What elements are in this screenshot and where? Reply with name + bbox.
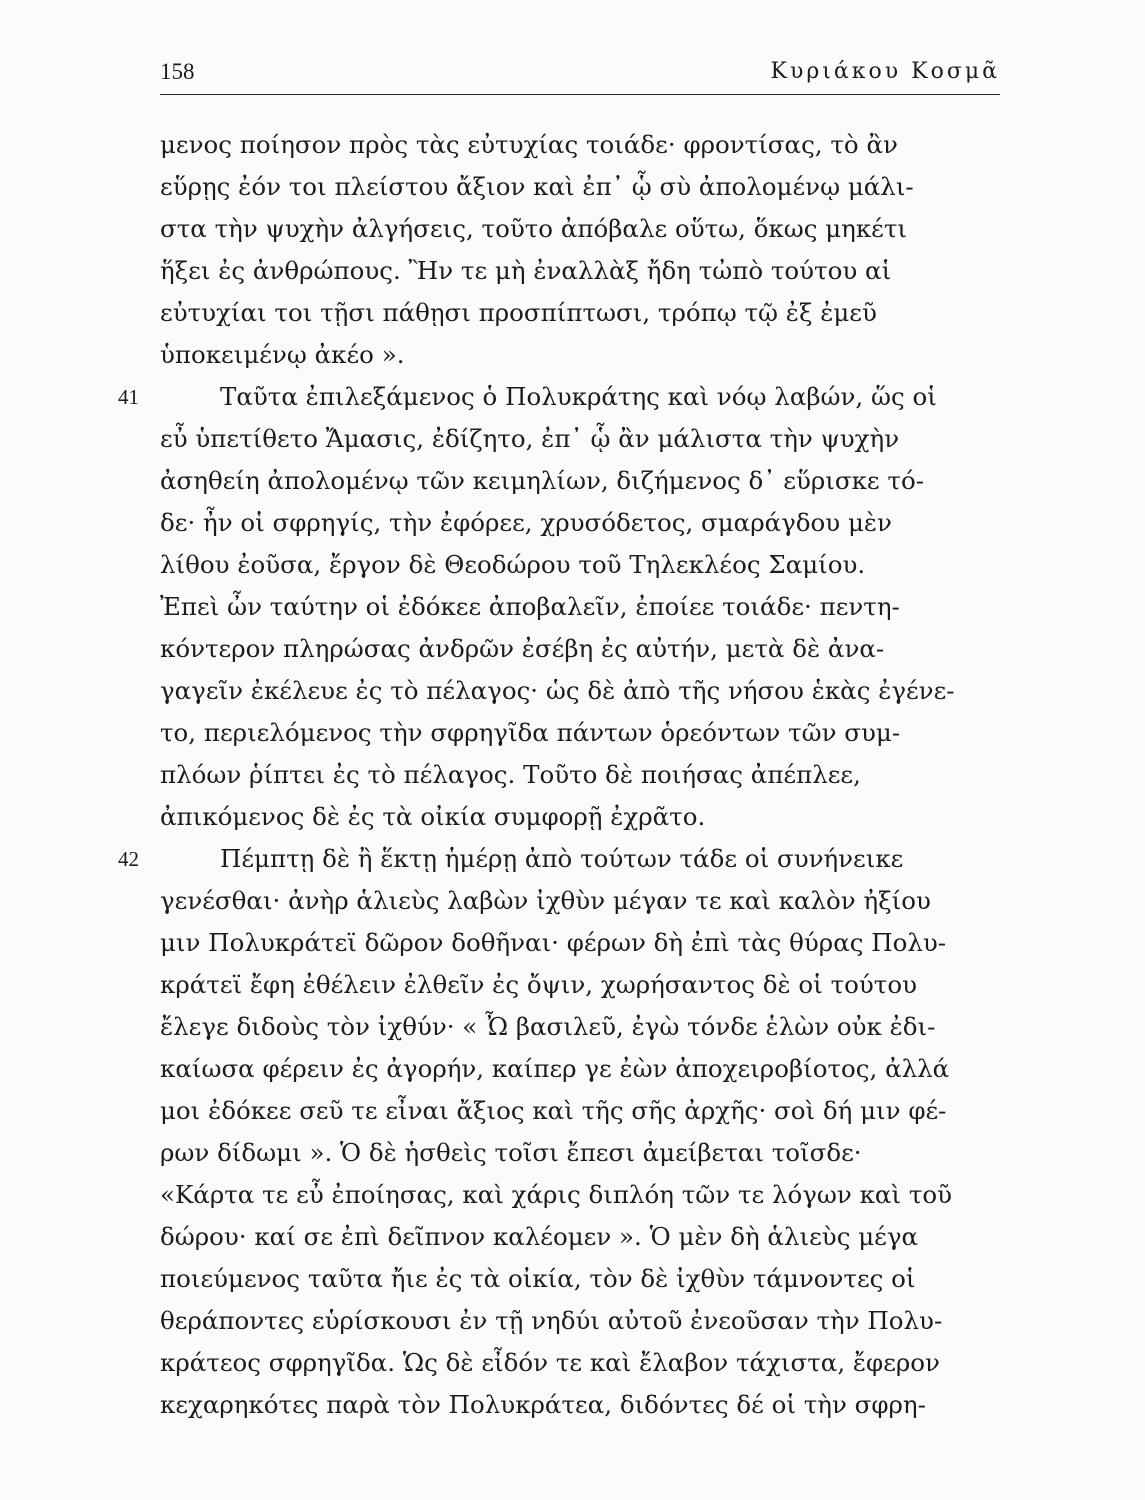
text-line: ἀσηθείη ἀπολομένῳ τῶν κειμηλίων, διζήμενος δ᾽ εὕρισκε τό- bbox=[160, 466, 924, 495]
text-line: Ἐπεὶ ὦν ταύτην οἱ ἐδόκεε ἀποβαλεῖν, ἐποίεε τοιάδε· πεντη- bbox=[160, 592, 900, 621]
text-line: ἥξει ἐς ἀνθρώπους. Ἢν τε μὴ ἐναλλὰξ ἤδη τὠπὸ τούτου αἱ bbox=[160, 256, 892, 285]
running-title: Κυριάκου Κοσμᾶ bbox=[770, 59, 1000, 84]
text-line: θεράποντες εὑρίσκουσι ἐν τῇ νηδύι αὐτοῦ ἐνεοῦσαν τὴν Πολυ- bbox=[160, 1306, 943, 1335]
text-line: γενέσθαι· ἀνὴρ ἁλιεὺς λαβὼν ἰχθὺν μέγαν τε καὶ καλὸν ἠξίου bbox=[160, 886, 931, 915]
text-line: ἔλεγε διδοὺς τὸν ἰχθύν· « Ὦ βασιλεῦ, ἐγὼ τόνδε ἑλὼν οὐκ ἐδι- bbox=[160, 1012, 936, 1041]
text-line: δώρου· καί σε ἐπὶ δεῖπνον καλέομεν ». Ὁ μὲν δὴ ἁλιεὺς μέγα bbox=[160, 1222, 919, 1251]
text-line: το, περιελόμενος τὴν σφρηγῖδα πάντων ὁρεόντων τῶν συμ- bbox=[160, 718, 901, 747]
text-line: λίθου ἐοῦσα, ἔργον δὲ Θεοδώρου τοῦ Τηλεκλέος Σαμίου. bbox=[160, 550, 866, 579]
text-line: μενος ποίησον πρὸς τὰς εὐτυχίας τοιάδε· φροντίσας, τὸ ἂν bbox=[160, 130, 898, 159]
text-line: κόντερον πληρώσας ἀνδρῶν ἐσέβη ἐς αὐτήν, μετὰ δὲ ἀνα- bbox=[160, 634, 885, 663]
text-line: εὐτυχίαι τοι τῇσι πάθῃσι προσπίπτωσι, τρόπῳ τῷ ἐξ ἐμεῦ bbox=[160, 298, 877, 327]
text-line: ρων δίδωμι ». Ὁ δὲ ἡσθεὶς τοῖσι ἔπεσι ἀμείβεται τοῖσδε· bbox=[160, 1138, 862, 1167]
text-line: πλόων ῥίπτει ἐς τὸ πέλαγος. Τοῦτο δὲ ποιήσας ἀπέπλεε, bbox=[160, 760, 861, 789]
text-line: ἀπικόμενος δὲ ἐς τὰ οἰκία συμφορῇ ἐχρᾶτο. bbox=[160, 802, 706, 831]
page-number: 158 bbox=[160, 59, 195, 84]
section-number: 42 bbox=[118, 847, 139, 871]
running-head bbox=[160, 58, 1000, 100]
text-line: Ταῦτα ἐπιλεξάμενος ὁ Πολυκράτης καὶ νόῳ λαβών, ὥς οἱ bbox=[220, 382, 937, 411]
text-line: δε· ἦν οἱ σφρηγίς, τὴν ἐφόρεε, χρυσόδετος, σμαράγδου μὲν bbox=[160, 508, 892, 537]
text-line: ποιεύμενος ταῦτα ἤιε ἐς τὰ οἰκία, τὸν δὲ ἰχθὺν τάμνοντες οἱ bbox=[160, 1264, 916, 1293]
text-line: Πέμπτῃ δὲ ἢ ἕκτῃ ἡμέρῃ ἀπὸ τούτων τάδε οἱ συνήνεικε bbox=[220, 844, 904, 873]
text-line: εὕρῃς ἐόν τοι πλείστου ἄξιον καὶ ἐπ᾽ ᾧ σὺ ἀπολομένῳ μάλι- bbox=[160, 172, 914, 201]
text-line: κεχαρηκότες παρὰ τὸν Πολυκράτεα, διδόντες δέ οἱ τὴν σφρη- bbox=[160, 1390, 926, 1419]
text-line: γαγεῖν ἐκέλευε ἐς τὸ πέλαγος· ὡς δὲ ἀπὸ τῆς νήσου ἑκὰς ἐγένε- bbox=[160, 676, 955, 705]
text-line: καίωσα φέρειν ἐς ἀγορήν, καίπερ γε ἐὼν ἀποχειροβίοτος, ἀλλά bbox=[160, 1054, 950, 1083]
text-line: στα τὴν ψυχὴν ἀλγήσεις, τοῦτο ἀπόβαλε οὕτω, ὅκως μηκέτι bbox=[160, 214, 908, 243]
text-line: ὑποκειμένῳ ἀκέο ». bbox=[160, 340, 405, 369]
text-line: μιν Πολυκράτεϊ δῶρον δοθῆναι· φέρων δὴ ἐπὶ τὰς θύρας Πολυ- bbox=[160, 928, 947, 957]
text-line: εὖ ὑπετίθετο Ἄμασις, ἐδίζητο, ἐπ᾽ ᾧ ἂν μάλιστα τὴν ψυχὴν bbox=[160, 424, 900, 453]
text-line: μοι ἐδόκεε σεῦ τε εἶναι ἄξιος καὶ τῆς σῆς ἀρχῆς· σοὶ δή μιν φέ- bbox=[160, 1096, 947, 1125]
text-line: «Κάρτα τε εὖ ἐποίησας, καὶ χάρις διπλόη τῶν τε λόγων καὶ τοῦ bbox=[160, 1180, 953, 1209]
header-rule bbox=[160, 94, 1000, 95]
text-line: κράτεος σφρηγῖδα. Ὡς δὲ εἶδόν τε καὶ ἔλαβον τάχιστα, ἔφερον bbox=[160, 1348, 940, 1377]
section-number: 41 bbox=[118, 385, 139, 409]
text-line: κράτεϊ ἔφη ἐθέλειν ἐλθεῖν ἐς ὄψιν, χωρήσαντος δὲ οἱ τούτου bbox=[160, 970, 917, 999]
